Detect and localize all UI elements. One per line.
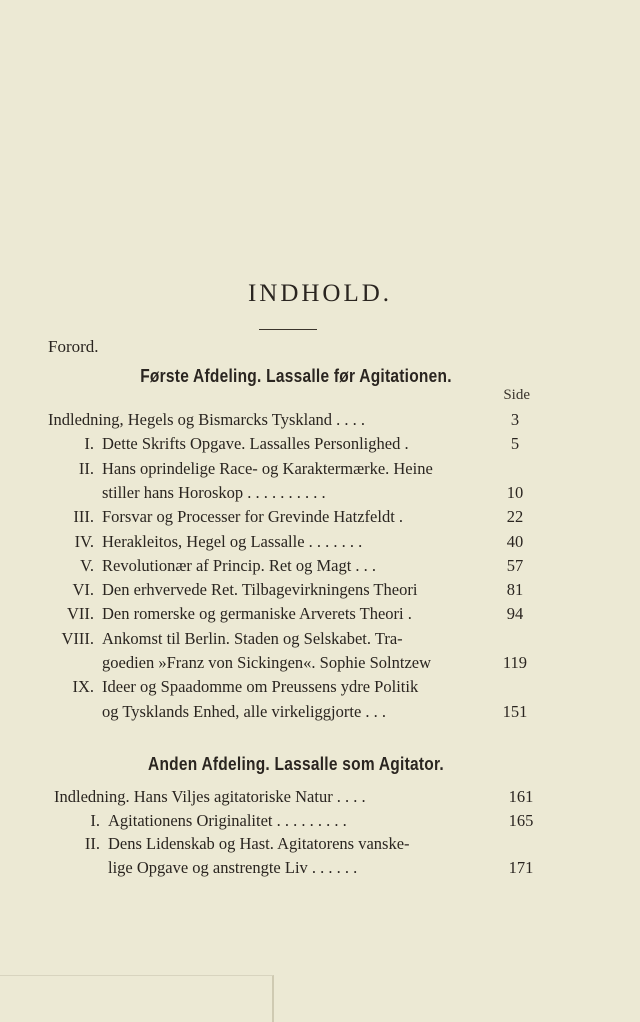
page-number: 22	[506, 507, 524, 527]
toc-row	[48, 554, 533, 578]
page-title: INDHOLD.	[247, 280, 393, 307]
page-number: 165	[508, 810, 534, 830]
chapter-title: lige Opgave og anstrengte Liv . . . . . .	[108, 857, 358, 877]
side-column-label: Side	[503, 387, 530, 403]
toc-row	[48, 602, 533, 626]
page-number: 161	[508, 787, 534, 806]
toc-row	[48, 651, 533, 675]
chapter-number: II.	[78, 458, 94, 478]
chapter-number: I.	[84, 434, 94, 454]
toc-row	[48, 481, 533, 505]
chapter-title: goedien »Franz von Sickingen«. Sophie Solntzew	[102, 653, 432, 672]
toc-row	[48, 408, 533, 432]
chapter-title: Indledning, Hegels og Bismarcks Tyskland . . . .	[48, 410, 366, 429]
toc-row	[54, 832, 539, 856]
chapter-title: Den romerske og germaniske Arverets Theori .	[102, 604, 412, 624]
chapter-title: Ankomst til Berlin. Staden og Selskabet. Tra-	[102, 628, 403, 648]
title-rule	[259, 329, 317, 330]
toc-row	[54, 785, 539, 809]
chapter-number: VIII.	[61, 628, 94, 648]
chapter-title: Dens Lidenskab og Hast. Agitatorens vanske-	[108, 834, 410, 853]
chapter-title: Forsvar og Processer for Grevinde Hatzfeldt .	[102, 507, 404, 527]
page-number: 3	[510, 410, 520, 429]
chapter-title: Agitationens Originalitet . . . . . . . . .	[108, 810, 347, 830]
chapter-title: Hans oprindelige Race- og Karaktermærke. Heine	[102, 458, 433, 478]
page-number: 10	[506, 482, 524, 502]
chapter-number: I.	[90, 810, 100, 830]
chapter-title: Ideer og Spaadomme om Preussens ydre Politik	[102, 677, 419, 697]
chapter-number: III.	[73, 507, 94, 527]
page-number: 151	[502, 701, 528, 721]
chapter-number: VII.	[66, 604, 94, 624]
toc-row	[48, 530, 533, 554]
chapter-number: V.	[80, 555, 94, 575]
chapter-title: stiller hans Horoskop . . . . . . . . . .	[102, 482, 326, 502]
chapter-title: Den erhvervede Ret. Tilbagevirkningens Theori	[102, 580, 418, 600]
toc-row	[48, 457, 533, 481]
chapter-title: Revolutionær af Princip. Ret og Magt . . .	[102, 555, 377, 575]
toc-row	[54, 856, 539, 880]
chapter-title: Herakleitos, Hegel og Lassalle . . . . . . .	[102, 531, 363, 551]
toc-row	[48, 505, 533, 529]
page-number: 81	[506, 580, 524, 600]
scan-shadow	[0, 975, 274, 1022]
page-number: 57	[506, 555, 524, 575]
chapter-number: IX.	[72, 677, 94, 697]
toc-row	[48, 627, 533, 651]
part1-heading: Første Afdeling. Lassalle før Agitationen.	[140, 366, 452, 386]
chapter-title: Indledning. Hans Viljes agitatoriske Natur . . . .	[54, 787, 366, 806]
toc-row	[48, 700, 533, 724]
part2-heading: Anden Afdeling. Lassalle som Agitator.	[148, 754, 444, 774]
page-number: 119	[502, 653, 528, 672]
chapter-number: VI.	[72, 580, 94, 600]
toc-row	[48, 578, 533, 602]
toc-row	[54, 809, 539, 833]
page-number: 171	[508, 857, 534, 877]
page-number: 5	[510, 434, 520, 454]
chapter-title: og Tysklands Enhed, alle virkeliggjorte . . .	[102, 701, 387, 721]
chapter-title: Dette Skrifts Opgave. Lassalles Personlighed .	[102, 434, 409, 454]
toc-row	[48, 675, 533, 699]
chapter-number: IV.	[74, 531, 94, 551]
chapter-number: II.	[84, 834, 100, 853]
foreword-entry: Forord.	[48, 337, 99, 356]
page-number: 94	[506, 604, 524, 624]
toc-row	[48, 432, 533, 456]
page-number: 40	[506, 531, 524, 551]
